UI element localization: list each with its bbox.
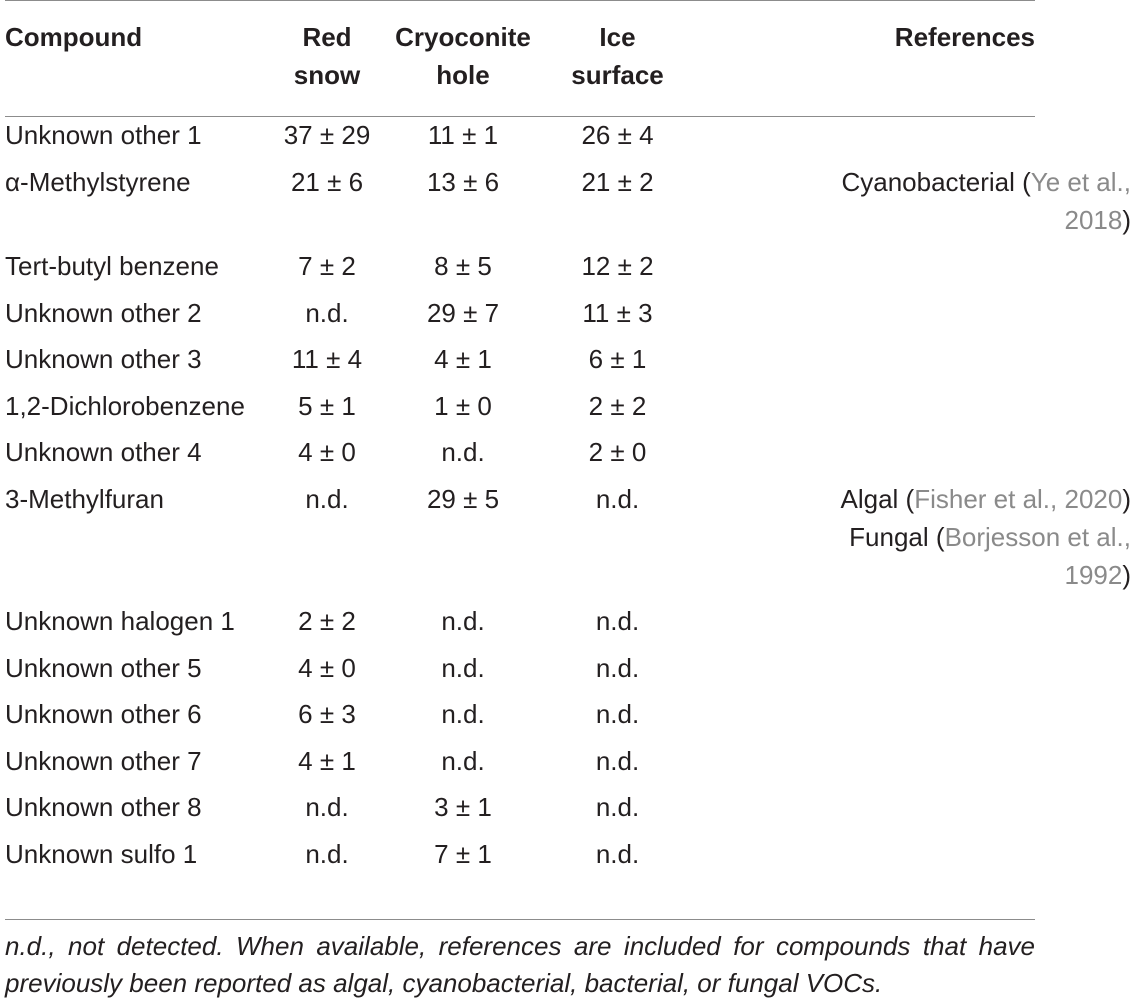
ice-surface-cell: n.d. bbox=[595, 606, 640, 636]
compound-cell: Unknown other 1 bbox=[5, 120, 202, 150]
ice-surface-cell: 2 ± 0 bbox=[588, 437, 647, 467]
compound-cell: α-Methylstyrene bbox=[5, 166, 191, 197]
ice-surface-cell: 2 ± 2 bbox=[588, 390, 647, 421]
header-line: Cryoconite bbox=[395, 22, 531, 52]
table-row bbox=[5, 116, 1131, 163]
header-compound bbox=[5, 18, 268, 116]
cryoconite-hole-cell: 13 ± 6 bbox=[426, 166, 500, 197]
red-snow-cell: n.d. bbox=[305, 297, 349, 328]
reference-line bbox=[695, 518, 1131, 556]
red-snow-cell: 4 ± 0 bbox=[298, 652, 356, 683]
cryoconite-hole-cell: 3 ± 1 bbox=[434, 792, 492, 822]
compound-cell: Unknown other 3 bbox=[5, 344, 202, 374]
compound-cell: Unknown other 4 bbox=[5, 437, 202, 467]
cryoconite-hole-cell: n.d. bbox=[441, 652, 485, 683]
header-line: Compound bbox=[5, 22, 143, 52]
compound-cell: Unknown other 8 bbox=[5, 792, 202, 822]
cryoconite-hole-cell: 29 ± 5 bbox=[426, 483, 500, 514]
header-line: Red bbox=[302, 22, 352, 52]
table-row bbox=[5, 695, 1131, 742]
header-references bbox=[695, 18, 1131, 116]
table-body bbox=[5, 116, 1131, 881]
citation-link[interactable]: Borjesson et al., bbox=[944, 521, 1131, 552]
red-snow-cell: 7 ± 2 bbox=[298, 251, 356, 281]
references-cell bbox=[695, 433, 1131, 480]
red-snow-cell: 21 ± 6 bbox=[290, 166, 364, 197]
ice-surface-cell: 6 ± 1 bbox=[588, 344, 647, 374]
bottom-rule bbox=[5, 919, 1035, 920]
compound-cell: Unknown sulfo 1 bbox=[5, 838, 198, 869]
cryoconite-hole-cell: 7 ± 1 bbox=[434, 838, 492, 869]
header-line: hole bbox=[436, 60, 490, 90]
ice-surface-cell: 26 ± 4 bbox=[581, 120, 654, 150]
references-cell bbox=[695, 116, 1131, 163]
red-snow-cell: 6 ± 3 bbox=[298, 699, 356, 729]
compound-cell: Tert-butyl benzene bbox=[5, 251, 219, 281]
references-cell bbox=[695, 602, 1131, 649]
reference-text: Fungal ( bbox=[849, 521, 945, 552]
references-cell bbox=[695, 340, 1131, 387]
references-cell bbox=[695, 788, 1131, 835]
reference-text: Algal ( bbox=[840, 483, 915, 514]
references-cell bbox=[695, 294, 1131, 341]
red-snow-cell: 37 ± 29 bbox=[283, 120, 371, 150]
references-cell bbox=[695, 649, 1131, 696]
cryoconite-hole-cell: 1 ± 0 bbox=[434, 390, 492, 421]
compound-cell: Unknown other 5 bbox=[5, 652, 202, 683]
cryoconite-hole-cell: 8 ± 5 bbox=[434, 251, 492, 281]
red-snow-cell: 4 ± 0 bbox=[298, 437, 356, 467]
references-cell bbox=[695, 695, 1131, 742]
top-rule bbox=[5, 0, 1035, 1]
reference-line bbox=[695, 163, 1131, 201]
ice-surface-cell: n.d. bbox=[595, 483, 640, 514]
red-snow-cell: n.d. bbox=[305, 483, 349, 514]
table-row bbox=[5, 163, 1131, 248]
ice-surface-cell: 21 ± 2 bbox=[581, 166, 654, 197]
cryoconite-hole-cell: 4 ± 1 bbox=[434, 344, 492, 374]
cryoconite-hole-cell: n.d. bbox=[441, 745, 485, 776]
table-row bbox=[5, 294, 1131, 341]
red-snow-cell: 2 ± 2 bbox=[298, 606, 356, 636]
references-cell bbox=[695, 480, 1131, 603]
references-cell bbox=[695, 247, 1131, 294]
compound-cell: Unknown other 2 bbox=[5, 297, 202, 328]
compound-cell: 3-Methylfuran bbox=[5, 483, 164, 514]
references-cell bbox=[695, 387, 1131, 434]
cryoconite-hole-cell: 29 ± 7 bbox=[426, 297, 500, 328]
references-cell bbox=[695, 835, 1131, 882]
cryoconite-hole-cell: n.d. bbox=[441, 606, 485, 636]
header-line: surface bbox=[571, 60, 664, 90]
ice-surface-cell: 12 ± 2 bbox=[581, 251, 654, 281]
cryoconite-hole-cell: 11 ± 1 bbox=[427, 120, 499, 150]
table-row bbox=[5, 788, 1131, 835]
reference-line bbox=[695, 201, 1131, 239]
header-line: Ice bbox=[599, 22, 636, 52]
red-snow-cell: n.d. bbox=[305, 792, 349, 822]
header-line: snow bbox=[293, 60, 361, 90]
ice-surface-cell: n.d. bbox=[595, 652, 640, 683]
references-cell bbox=[695, 163, 1131, 248]
header-cryoconite-hole bbox=[386, 18, 540, 116]
table-row bbox=[5, 835, 1131, 882]
header-row bbox=[5, 18, 1131, 116]
compound-cell: Unknown halogen 1 bbox=[5, 606, 235, 636]
table-row bbox=[5, 480, 1131, 603]
reference-text: ) bbox=[1122, 204, 1131, 235]
reference-text: Cyanobacterial ( bbox=[841, 166, 1031, 197]
citation-link[interactable]: 1992 bbox=[1064, 559, 1123, 590]
table-row bbox=[5, 742, 1131, 789]
table-row bbox=[5, 433, 1131, 480]
red-snow-cell: 11 ± 4 bbox=[291, 344, 363, 374]
table-row bbox=[5, 340, 1131, 387]
citation-link[interactable]: 2018 bbox=[1064, 204, 1123, 235]
ice-surface-cell: 11 ± 3 bbox=[582, 297, 653, 328]
reference-line bbox=[695, 556, 1131, 594]
ice-surface-cell: n.d. bbox=[595, 699, 640, 729]
reference-text: ) bbox=[1122, 559, 1131, 590]
table-row bbox=[5, 602, 1131, 649]
header-ice-surface bbox=[540, 18, 695, 116]
red-snow-cell: 5 ± 1 bbox=[298, 390, 356, 421]
ice-surface-cell: n.d. bbox=[595, 838, 640, 869]
compound-cell: Unknown other 7 bbox=[5, 745, 202, 776]
references-cell bbox=[695, 742, 1131, 789]
table-row bbox=[5, 387, 1131, 434]
voc-table bbox=[5, 18, 1131, 881]
header-red-snow bbox=[268, 18, 386, 116]
reference-text: ) bbox=[1122, 483, 1131, 514]
header-line: References bbox=[894, 22, 1035, 52]
red-snow-cell: 4 ± 1 bbox=[298, 745, 356, 776]
compound-cell: Unknown other 6 bbox=[5, 699, 202, 729]
citation-link[interactable]: Ye et al., bbox=[1030, 166, 1131, 197]
ice-surface-cell: n.d. bbox=[595, 745, 640, 776]
table-row bbox=[5, 649, 1131, 696]
red-snow-cell: n.d. bbox=[305, 838, 349, 869]
table-row bbox=[5, 247, 1131, 294]
ice-surface-cell: n.d. bbox=[595, 792, 640, 822]
compound-cell: 1,2-Dichlorobenzene bbox=[5, 390, 245, 421]
citation-link[interactable]: Fisher et al., 2020 bbox=[914, 483, 1123, 514]
cryoconite-hole-cell: n.d. bbox=[441, 699, 485, 729]
table-footnote: n.d., not detected. When available, references are included for compounds that have previously been reported as algal, cyanobacterial, bacterial, or fungal VOCs. bbox=[5, 931, 1035, 998]
reference-line bbox=[695, 480, 1131, 518]
cryoconite-hole-cell: n.d. bbox=[441, 437, 485, 467]
